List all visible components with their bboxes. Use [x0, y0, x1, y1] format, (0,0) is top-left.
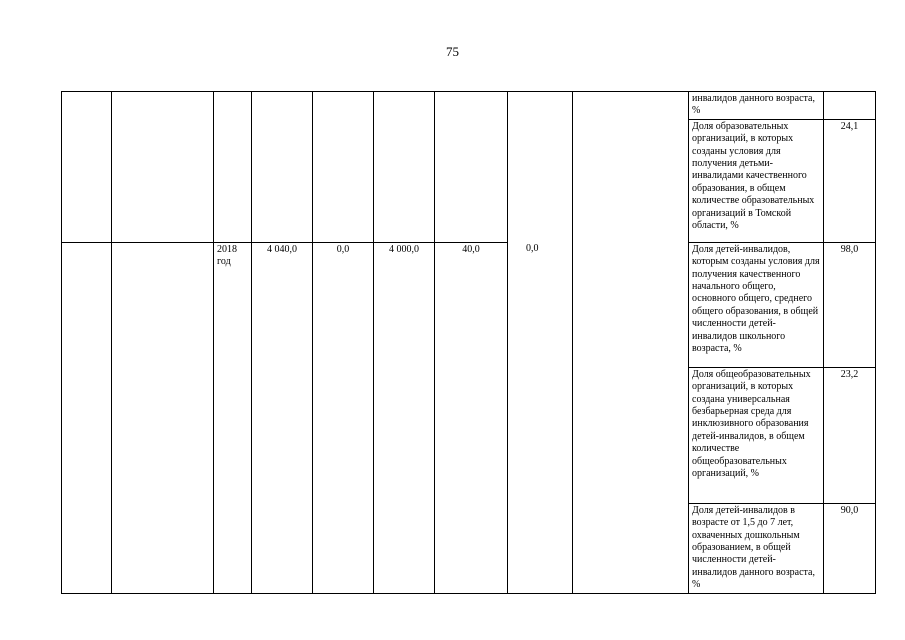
table-row: [62, 92, 876, 120]
indicator-value: 24,1: [824, 119, 876, 242]
empty-cell: [374, 92, 435, 243]
empty-cell: [252, 92, 313, 243]
total-cell: 4 040,0: [252, 242, 313, 593]
indicator-value: 98,0: [824, 242, 876, 367]
table-row: [62, 242, 876, 367]
year-cell: [214, 242, 252, 593]
empty-cell: [62, 92, 112, 243]
indicator-value: [824, 92, 876, 120]
local-cell: 40,0: [435, 242, 508, 593]
empty-cell: [112, 242, 214, 593]
empty-cell: [214, 92, 252, 243]
indicator-name: Доля образовательных организаций, в которых созданы условия для получения детьми-инвалидами качественного образования, в общем количестве образовательных организаций в Томской области, %: [689, 119, 824, 242]
budget-table: [61, 91, 876, 594]
empty-cell: [573, 92, 689, 594]
year-text: 2018 год: [217, 243, 237, 268]
indicator-value: 23,2: [824, 367, 876, 503]
indicator-name: Доля детей-инвалидов в возрасте от 1,5 до 7 лет, охваченных дошкольным образованием, в общей численности детей-инвалидов данного возраста, %: [689, 503, 824, 593]
indicator-name: Доля общеобразовательных организаций, в которых создана универсальная безбарьерная среда для инклюзивного образования детей-инвалидов, в общем количестве общеобразовательных организаций, %: [689, 367, 824, 503]
other-cell: 0,0: [526, 243, 539, 254]
regional-cell: 4 000,0: [374, 242, 435, 593]
indicator-value: 90,0: [824, 503, 876, 593]
empty-cell: [62, 242, 112, 593]
empty-cell: [313, 92, 374, 243]
empty-cell: [435, 92, 508, 243]
indicator-name: Доля детей-инвалидов, которым созданы условия для получения качественного начального общего, основного общего, среднего общего образования, в общей численности детей-инвалидов школьного возраста, %: [689, 242, 824, 367]
federal-cell: 0,0: [313, 242, 374, 593]
empty-cell: [508, 92, 573, 594]
indicator-name: инвалидов данного возраста, %: [689, 92, 824, 120]
empty-cell: [112, 92, 214, 243]
page-number: 75: [446, 44, 459, 59]
